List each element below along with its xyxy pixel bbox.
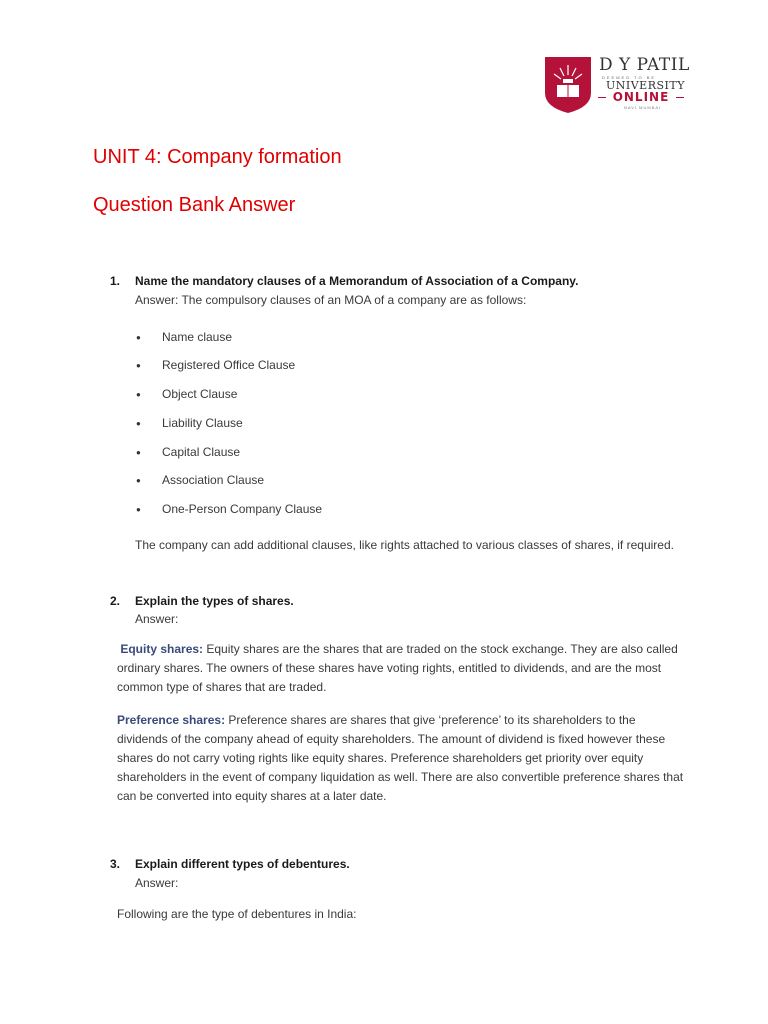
logo-university: UNIVERSITY	[606, 79, 685, 92]
list-item: Object Clause	[162, 387, 238, 401]
logo-location: NAVI MUMBAI	[624, 105, 662, 110]
bullet-icon: ●	[136, 390, 141, 399]
question-3-intro: Following are the type of debentures in India:	[117, 907, 357, 921]
university-logo	[540, 52, 690, 118]
question-2-number: 2.	[110, 594, 121, 608]
list-item: Liability Clause	[162, 416, 243, 430]
question-1-note: The company can add additional clauses, like rights attached to various classes of shares, if required.	[135, 538, 674, 552]
question-2-title: Explain the types of shares.	[135, 594, 294, 608]
preference-shares-text: Preference shares are shares that give ‘preference’ to its shareholders to the dividends of the company ahead of equity shareholders. The amount of dividend is fixed however these shares do not carry voting rights like equity shares. Preference shareholders get priority over equity shareholders in the event of company liquidation as well. There are also convertible preference shares that can be converted into equity shares at a later date.	[117, 713, 684, 803]
equity-shares-text: Equity shares are the shares that are traded on the stock exchange. They are also called ordinary shares. The owners of these shares have voting rights, entitled to dividends, and are the most common type of shares that are traded.	[117, 642, 678, 694]
question-3-title: Explain different types of debentures.	[135, 857, 350, 871]
logo-online: ONLINE	[598, 90, 684, 104]
list-item: Registered Office Clause	[162, 358, 296, 372]
equity-shares-term: Equity shares:	[120, 642, 204, 656]
question-1-number: 1.	[110, 274, 121, 288]
list-item: One-Person Company Clause	[162, 502, 323, 516]
question-3-answer: Answer:	[135, 876, 179, 890]
bullet-icon: ●	[136, 333, 141, 342]
question-1-title: Name the mandatory clauses of a Memorandum of Association of a Company.	[135, 274, 579, 288]
bullet-icon: ●	[136, 361, 141, 370]
bullet-icon: ●	[136, 476, 141, 485]
logo-name: D Y PATIL	[599, 55, 690, 75]
question-3-number: 3.	[110, 857, 121, 871]
logo-tagline: DEEMED TO BE	[602, 75, 657, 80]
page-subtitle: Question Bank Answer	[93, 194, 296, 216]
bullet-icon: ●	[136, 448, 141, 457]
shield-emblem-icon	[543, 55, 593, 115]
bullet-icon: ●	[136, 505, 141, 514]
preference-shares-term: Preference shares:	[117, 713, 226, 727]
bullet-icon: ●	[136, 419, 141, 428]
question-2-answer: Answer:	[135, 612, 179, 626]
list-item: Name clause	[162, 330, 233, 344]
equity-shares-paragraph	[117, 640, 687, 697]
unit-title: UNIT 4: Company formation	[93, 146, 342, 168]
list-item: Capital Clause	[162, 445, 241, 459]
list-item: Association Clause	[162, 473, 265, 487]
question-1-answer: Answer: The compulsory clauses of an MOA of a company are as follows:	[135, 293, 527, 307]
preference-shares-paragraph	[117, 711, 687, 806]
